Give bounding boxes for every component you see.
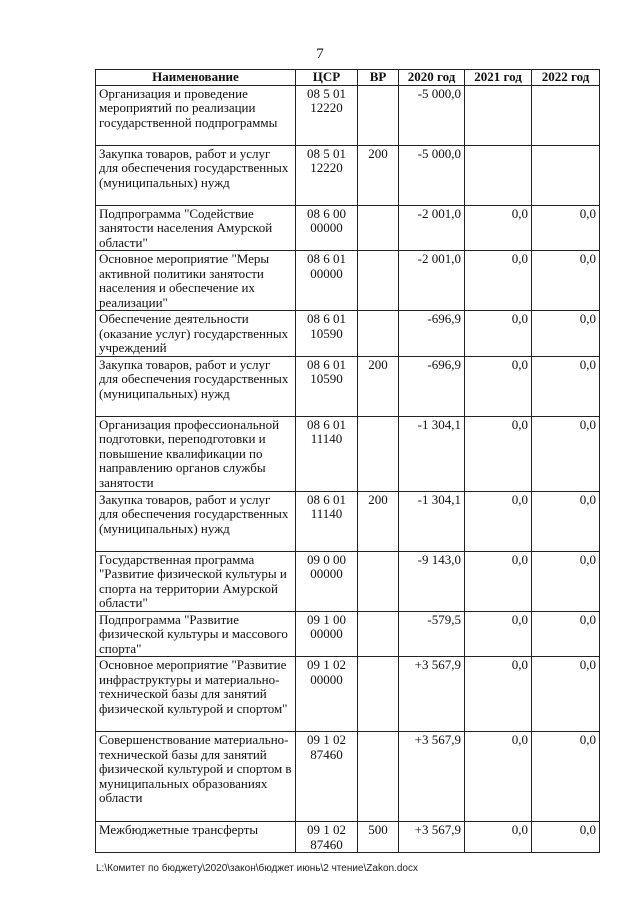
table-row	[96, 85, 600, 145]
row-value-2022: 0,0	[532, 205, 600, 251]
table-row	[96, 416, 600, 491]
row-csr: 08 6 01 00000	[296, 251, 358, 311]
row-name: Основное мероприятие "Меры активной политики занятости населения и обеспечение их реализации"	[96, 251, 296, 311]
row-value-2021: 0,0	[465, 611, 532, 657]
footer-file-path: L:\Комитет по бюджету\2020\закон\бюджет июнь\2 чтение\Zakon.docx	[96, 863, 418, 874]
table-row	[96, 611, 600, 657]
table-row	[96, 356, 600, 416]
row-name: Обеспечение деятельности (оказание услуг) государственных учреждений	[96, 311, 296, 357]
row-vr: 200	[358, 145, 399, 205]
row-name: Государственная программа "Развитие физической культуры и спорта на территории Амурской области"	[96, 551, 296, 611]
page-number: 7	[316, 46, 324, 62]
row-value-2020: -1 304,1	[399, 491, 465, 551]
row-value-2022: 0,0	[532, 251, 600, 311]
row-value-2020: -5 000,0	[399, 85, 465, 145]
row-name: Подпрограмма "Содействие занятости населения Амурской области"	[96, 205, 296, 251]
header-csr: ЦСР	[296, 70, 358, 86]
table-row	[96, 551, 600, 611]
row-value-2022: 0,0	[532, 822, 600, 853]
row-csr: 09 1 02 00000	[296, 657, 358, 732]
row-name: Организация и проведение мероприятий по реализации государственной подпрограммы	[96, 85, 296, 145]
row-value-2022: 0,0	[532, 311, 600, 357]
row-vr: 200	[358, 491, 399, 551]
row-value-2021: 0,0	[465, 732, 532, 822]
row-name: Основное мероприятие "Развитие инфраструктуры и материально-технической базы для занятий физической культурой и спортом"	[96, 657, 296, 732]
table-row	[96, 205, 600, 251]
row-csr: 09 0 00 00000	[296, 551, 358, 611]
row-value-2021	[465, 145, 532, 205]
table-row	[96, 491, 600, 551]
table-row	[96, 732, 600, 822]
row-name: Совершенствование материально-технической базы для занятий физической культурой и спортом в муниципальных образованиях области	[96, 732, 296, 822]
row-csr: 08 5 01 12220	[296, 145, 358, 205]
row-vr: 200	[358, 356, 399, 416]
row-csr: 08 6 00 00000	[296, 205, 358, 251]
row-vr: 500	[358, 822, 399, 853]
row-csr: 08 5 01 12220	[296, 85, 358, 145]
row-name: Закупка товаров, работ и услуг для обеспечения государственных (муниципальных) нужд	[96, 356, 296, 416]
table-row	[96, 311, 600, 357]
row-value-2021: 0,0	[465, 416, 532, 491]
row-value-2021: 0,0	[465, 205, 532, 251]
row-value-2020: -579,5	[399, 611, 465, 657]
row-value-2020: -2 001,0	[399, 205, 465, 251]
row-value-2021: 0,0	[465, 822, 532, 853]
row-name: Закупка товаров, работ и услуг для обеспечения государственных (муниципальных) нужд	[96, 491, 296, 551]
row-vr	[358, 251, 399, 311]
row-name: Подпрограмма "Развитие физической культуры и массового спорта"	[96, 611, 296, 657]
row-vr	[358, 611, 399, 657]
table-body	[96, 85, 600, 853]
row-vr	[358, 732, 399, 822]
row-csr: 09 1 02 87460	[296, 822, 358, 853]
row-csr: 09 1 00 00000	[296, 611, 358, 657]
row-vr	[358, 85, 399, 145]
row-value-2020: -5 000,0	[399, 145, 465, 205]
row-value-2022: 0,0	[532, 356, 600, 416]
row-vr	[358, 551, 399, 611]
row-vr	[358, 657, 399, 732]
header-2021: 2021 год	[465, 70, 532, 86]
table-row	[96, 145, 600, 205]
row-value-2021: 0,0	[465, 356, 532, 416]
header-vr: ВР	[358, 70, 399, 86]
row-value-2020: -2 001,0	[399, 251, 465, 311]
row-value-2022	[532, 145, 600, 205]
row-value-2022: 0,0	[532, 491, 600, 551]
table-row	[96, 822, 600, 853]
row-value-2022: 0,0	[532, 611, 600, 657]
row-value-2021: 0,0	[465, 657, 532, 732]
row-value-2021: 0,0	[465, 311, 532, 357]
row-value-2020: -1 304,1	[399, 416, 465, 491]
row-csr: 08 6 01 10590	[296, 356, 358, 416]
row-value-2022: 0,0	[532, 732, 600, 822]
row-csr: 08 6 01 10590	[296, 311, 358, 357]
row-value-2022: 0,0	[532, 657, 600, 732]
row-csr: 09 1 02 87460	[296, 732, 358, 822]
row-value-2022: 0,0	[532, 416, 600, 491]
row-value-2020: -696,9	[399, 311, 465, 357]
row-name: Организация профессиональной подготовки, переподготовки и повышение квалификации по направлению органов службы занятости	[96, 416, 296, 491]
row-value-2021: 0,0	[465, 491, 532, 551]
row-value-2020: +3 567,9	[399, 732, 465, 822]
row-value-2022	[532, 85, 600, 145]
header-2020: 2020 год	[399, 70, 465, 86]
row-vr	[358, 311, 399, 357]
budget-table	[95, 69, 600, 853]
header-2022: 2022 год	[532, 70, 600, 86]
row-csr: 08 6 01 11140	[296, 491, 358, 551]
table-row	[96, 251, 600, 311]
row-value-2020: -9 143,0	[399, 551, 465, 611]
row-value-2022: 0,0	[532, 551, 600, 611]
row-vr	[358, 416, 399, 491]
header-name: Наименование	[96, 70, 296, 86]
row-value-2021: 0,0	[465, 551, 532, 611]
row-value-2020: +3 567,9	[399, 822, 465, 853]
table-row	[96, 657, 600, 732]
row-name: Закупка товаров, работ и услуг для обеспечения государственных (муниципальных) нужд	[96, 145, 296, 205]
row-value-2020: -696,9	[399, 356, 465, 416]
row-csr: 08 6 01 11140	[296, 416, 358, 491]
row-name: Межбюджетные трансферты	[96, 822, 296, 853]
table-header-row	[96, 70, 600, 86]
row-value-2021	[465, 85, 532, 145]
row-value-2021: 0,0	[465, 251, 532, 311]
row-value-2020: +3 567,9	[399, 657, 465, 732]
row-vr	[358, 205, 399, 251]
